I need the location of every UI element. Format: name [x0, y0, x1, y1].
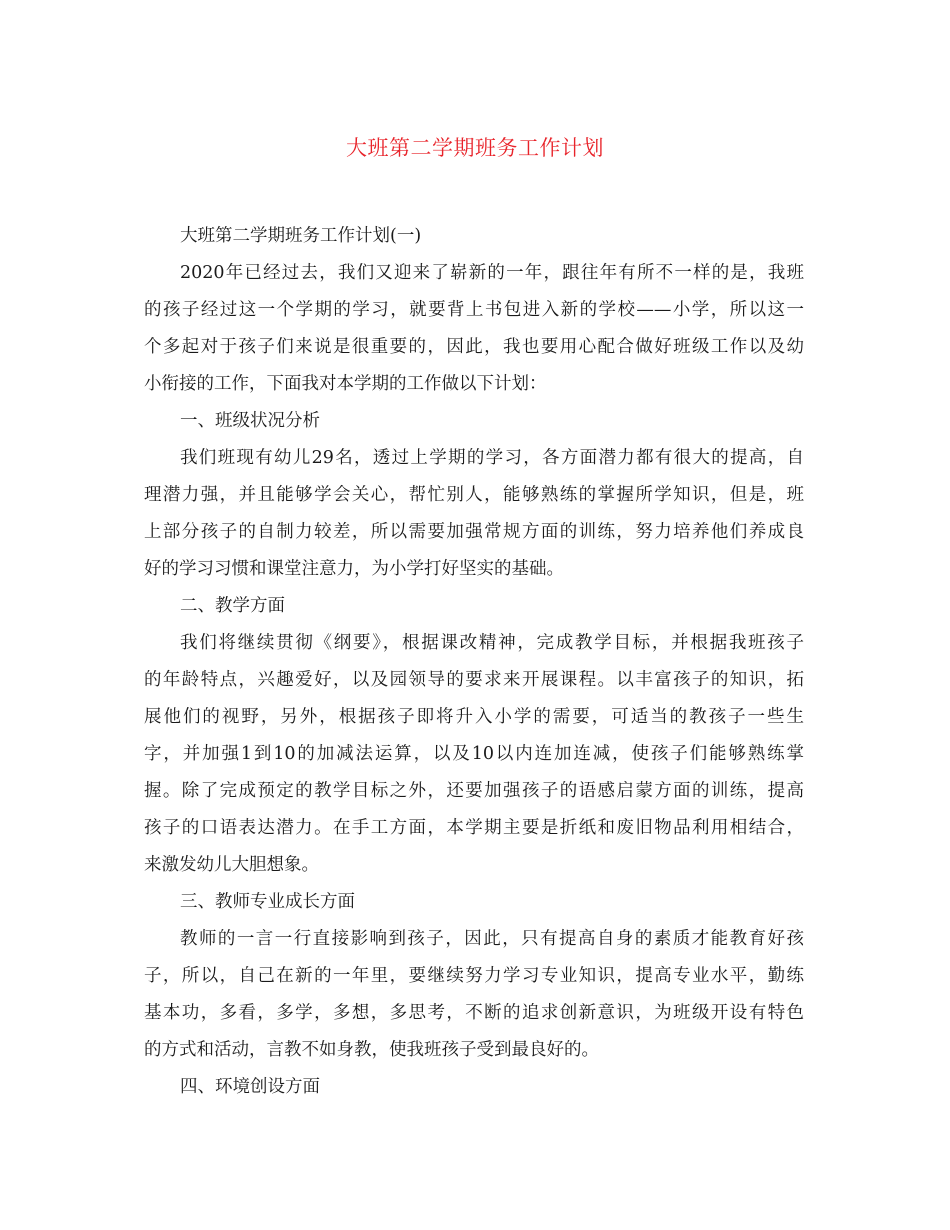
text-line: 三、教师专业成长方面	[180, 892, 355, 912]
text-line: 一、班级状况分析	[180, 411, 320, 431]
text-line: 的方式和活动，言教不如身教，使我班孩子受到最良好的。	[144, 1040, 599, 1060]
text-line: 握。除了完成预定的教学目标之外，还要加强孩子的语感启蒙方面的训练，提高	[144, 781, 804, 801]
text-line: 四、环境创设方面	[180, 1077, 320, 1097]
document-body	[144, 218, 804, 1106]
text-line: 我们班现有幼儿29名，透过上学期的学习，各方面潜力都有很大的提高，自	[180, 448, 804, 468]
text-line: 2020年已经过去，我们又迎来了崭新的一年，跟往年有所不一样的是，我班	[180, 263, 804, 283]
text-line: 展他们的视野，另外，根据孩子即将升入小学的需要，可适当的教孩子一些生	[144, 707, 804, 727]
text-line: 教师的一言一行直接影响到孩子，因此，只有提高自身的素质才能教育好孩	[180, 929, 804, 949]
text-line: 我们将继续贯彻《纲要》，根据课改精神，完成教学目标，并根据我班孩子	[180, 633, 804, 653]
text-line: 基本功，多看，多学，多想，多思考，不断的追求创新意识，为班级开设有特色	[144, 1003, 804, 1023]
text-line: 小衔接的工作，下面我对本学期的工作做以下计划：	[144, 374, 547, 394]
text-line: 子，所以，自己在新的一年里，要继续努力学习专业知识，提高专业水平，勤练	[144, 966, 804, 986]
text-line: 来激发幼儿大胆想象。	[144, 855, 319, 875]
text-line: 个多起对于孩子们来说是很重要的，因此，我也要用心配合做好班级工作以及幼	[144, 337, 804, 357]
text-line: 字，并加强1到10的加减法运算，以及10以内连加连减，使孩子们能够熟练掌	[144, 744, 804, 764]
text-line: 好的学习习惯和课堂注意力，为小学打好坚实的基础。	[144, 559, 564, 579]
text-line: 的年龄特点，兴趣爱好，以及园领导的要求来开展课程。以丰富孩子的知识，拓	[144, 670, 804, 690]
document-title: 大班第二学期班务工作计划	[346, 136, 604, 160]
text-line: 的孩子经过这一个学期的学习，就要背上书包进入新的学校——小学，所以这一	[144, 300, 804, 320]
text-line: 理潜力强，并且能够学会关心，帮忙别人，能够熟练的掌握所学知识，但是，班	[144, 485, 804, 505]
text-line: 二、教学方面	[180, 596, 285, 616]
text-line: 大班第二学期班务工作计划(一)	[180, 226, 422, 246]
text-line: 孩子的口语表达潜力。在手工方面，本学期主要是折纸和废旧物品利用相结合，	[144, 818, 804, 838]
text-line: 上部分孩子的自制力较差，所以需要加强常规方面的训练，努力培养他们养成良	[144, 522, 804, 542]
